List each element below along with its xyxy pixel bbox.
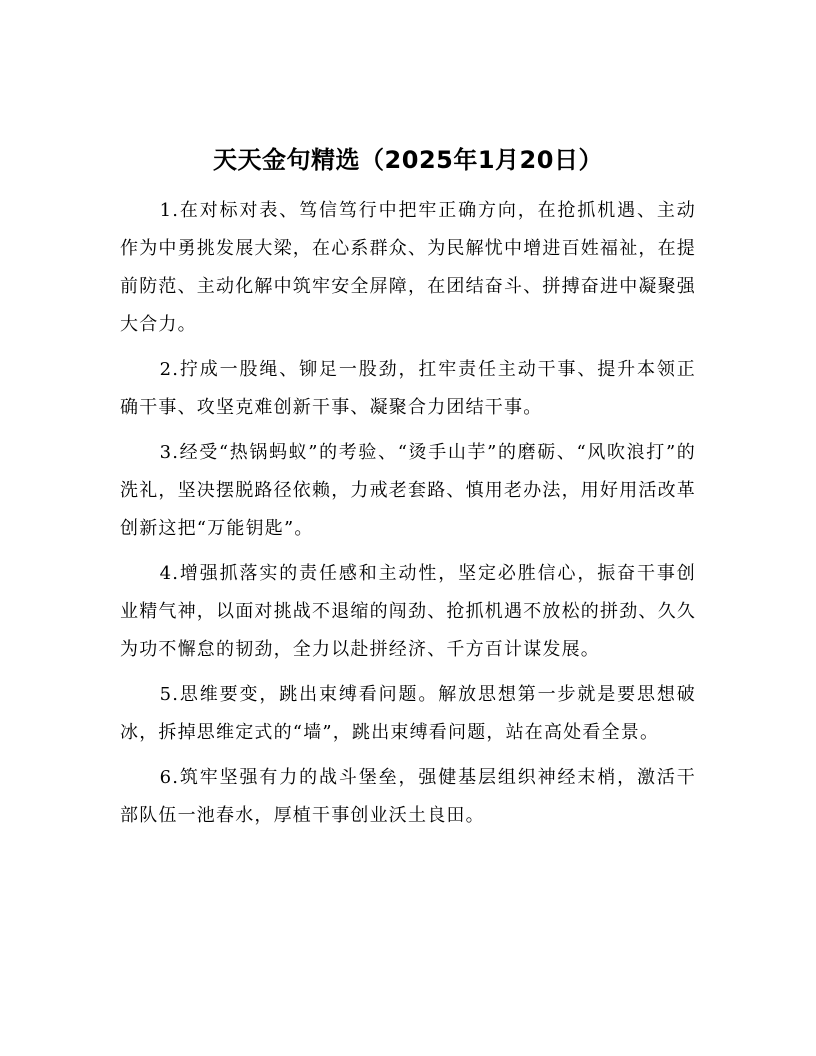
paragraph-1: 1.在对标对表、笃信笃行中把牢正确方向，在抢抓机遇、主动作为中勇挑发展大梁，在心系群众、为民解忧中增进百姓福祉，在提前防范、主动化解中筑牢安全屏障，在团结奋斗、拼搏奋进中凝聚强大合力。 [120, 200, 696, 335]
paragraph-5: 5.思维要变，跳出束缚看问题。解放思想第一步就是要思想破冰，拆掉思维定式的“墙”，跳出束缚看问题，站在高处看全景。 [120, 684, 696, 743]
paragraph-4: 4.增强抓落实的责任感和主动性，坚定必胜信心，振奋干事创业精气神，以面对挑战不退缩的闯劲、抢抓机遇不放松的拼劲、久久为功不懈怠的韧劲，全力以赴拼经济、千方百计谋发展。 [120, 563, 696, 660]
paragraph-6: 6.筑牢坚强有力的战斗堡垒，强健基层组织神经末梢，激活干部队伍一池春水，厚植干事创业沃土良田。 [120, 767, 696, 826]
paragraph-3: 3.经受“热锅蚂蚁”的考验、“烫手山芋”的磨砺、“风吹浪打”的洗礼，坚决摆脱路径依赖，力戒老套路、慎用老办法，用好用活改革创新这把“万能钥匙”。 [120, 442, 696, 539]
page-title: 天天金句精选（2025年1月20日） [213, 146, 603, 174]
document-body [120, 192, 696, 842]
paragraph-2: 2.拧成一股绳、铆足一股劲，扛牢责任主动干事、提升本领正确干事、攻坚克难创新干事、凝聚合力团结干事。 [120, 359, 696, 418]
